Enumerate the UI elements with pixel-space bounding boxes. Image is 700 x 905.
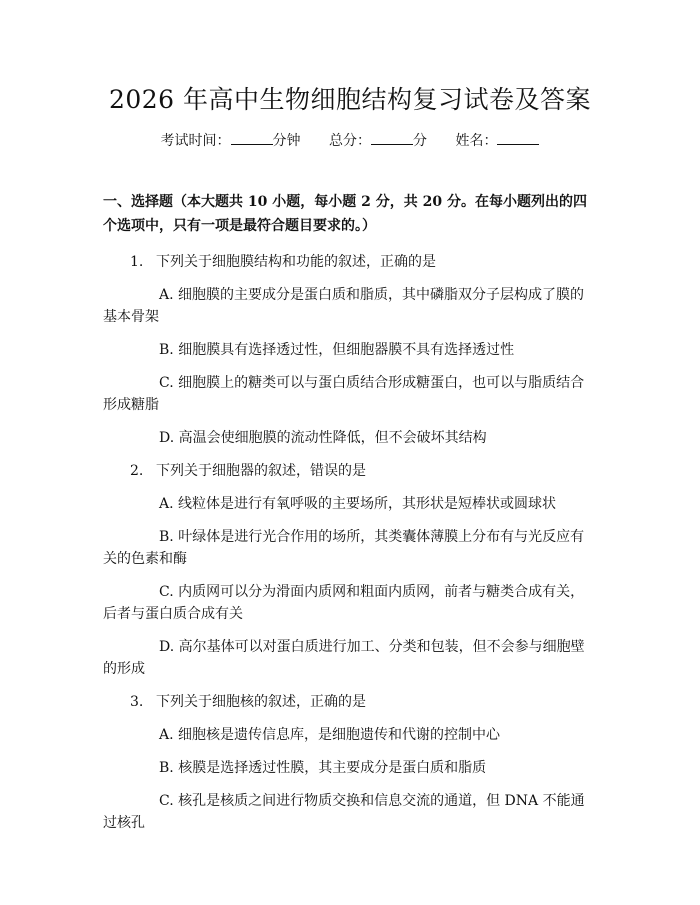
student-name-field [455,133,539,149]
student-name-label: 姓名： [455,133,498,149]
total-score-blank[interactable] [371,131,413,145]
question-number: 2. [130,463,144,479]
exam-time-blank[interactable] [231,131,273,145]
option-item: B. 核膜是选择透过性膜，其主要成分是蛋白质和脂质 [159,760,487,776]
question-item [103,691,596,713]
total-score-unit: 分 [413,133,427,149]
option-item: A. 线粒体是进行有氧呼吸的主要场所，其形状是短棒状或圆球状 [159,496,557,512]
question-stem: 下列关于细胞核的叙述，正确的是 [156,694,366,710]
option-item: D. 高温会使细胞膜的流动性降低，但不会破坏其结构 [159,430,487,446]
question-number: 3. [130,694,144,710]
total-score-field [329,133,431,149]
option-item: C. 细胞膜上的糖类可以与蛋白质结合形成糖蛋白，也可以与脂质结合形成糖脂 [103,375,585,413]
question-item [103,251,596,273]
question-item [103,460,596,482]
student-name-blank[interactable] [497,131,539,145]
exam-time-unit: 分钟 [272,133,301,149]
question-number: 1. [130,254,144,270]
exam-time-field [161,133,305,149]
exam-info-line [0,131,700,151]
option-item: A. 细胞膜的主要成分是蛋白质和脂质，其中磷脂双分子层构成了膜的基本骨架 [103,287,585,325]
page-title: 2026 年高中生物细胞结构复习试卷及答案 [108,85,592,114]
total-score-label: 总分： [329,133,371,149]
question-stem: 下列关于细胞器的叙述，错误的是 [156,463,366,479]
option-item: A. 细胞核是遗传信息库，是细胞遗传和代谢的控制中心 [159,727,501,743]
option-item: D. 高尔基体可以对蛋白质进行加工、分类和包装，但不会参与细胞壁的形成 [103,639,585,677]
option-item: C. 核孔是核质之间进行物质交换和信息交流的通道，但 DNA 不能通过核孔 [103,793,585,831]
option-item: B. 细胞膜具有选择透过性，但细胞器膜不具有选择透过性 [159,342,515,358]
exam-content [103,190,596,845]
section-heading: 一、选择题（本大题共 10 小题，每小题 2 分，共 20 分。在每小题列出的四个选项中，只有一项是最符合题目要求的。） [103,194,587,234]
option-item: B. 叶绿体是进行光合作用的场所，其类囊体薄膜上分布有与光反应有关的色素和酶 [103,529,585,567]
exam-time-label: 考试时间： [160,133,231,149]
question-stem: 下列关于细胞膜结构和功能的叙述，正确的是 [156,254,436,270]
option-item: C. 内质网可以分为滑面内质网和粗面内质网，前者与糖类合成有关，后者与蛋白质合成有关 [103,584,585,622]
